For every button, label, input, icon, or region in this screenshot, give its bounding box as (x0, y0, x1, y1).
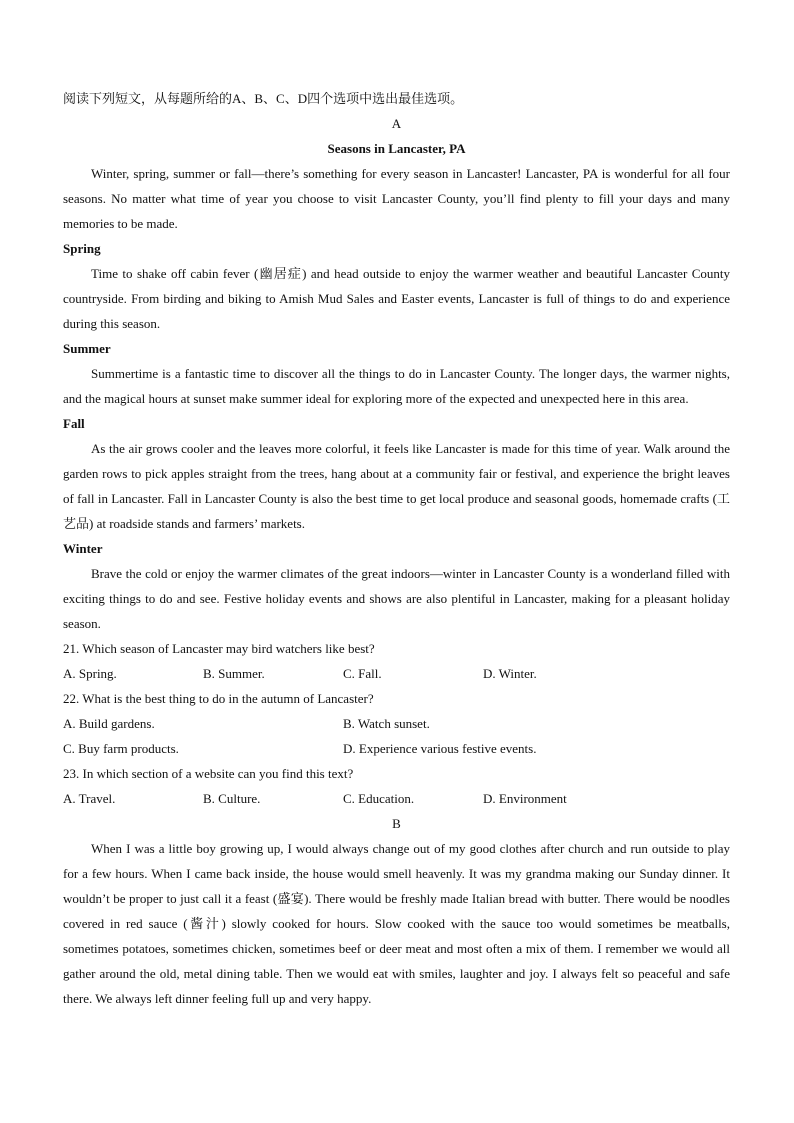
section-heading-winter: Winter (63, 541, 103, 556)
section-text-winter: Brave the cold or enjoy the warmer climates of the great indoors—winter in Lancaster County is a wonderland filled with exciting things to do and see. Festive holiday events and shows are also plentiful in Lancaster, making for a pleasant holiday season. (63, 566, 730, 631)
question-22-option-a: A. Build gardens. (63, 716, 155, 731)
section-heading-summer: Summer (63, 341, 111, 356)
section-text-fall: As the air grows cooler and the leaves more colorful, it feels like Lancaster is made for this time of year. Walk around the garden rows to pick apples straight from the trees, hang about at a community fair or festival, and experience the bright leaves of fall in Lancaster. Fall in Lancaster County is also the best time to get local produce and seasonal goods, homemade crafts (工艺品) at roadside stands and farmers’ markets. (63, 441, 730, 531)
section-text-summer: Summertime is a fantastic time to discover all the things to do in Lancaster County. The longer days, the warmer nights, and the magical hours at sunset make summer ideal for exploring more of the expected and unexpected here in this area. (63, 366, 730, 406)
question-21-option-b: B. Summer. (203, 666, 265, 681)
question-23-stem: 23. In which section of a website can you find this text? (63, 766, 354, 781)
section-text-spring: Time to shake off cabin fever (幽居症) and head outside to enjoy the warmer weather and beautiful Lancaster County countryside. From birding and biking to Amish Mud Sales and Easter events, Lancaster is full of things to do and experience during this season. (63, 266, 730, 331)
section-heading-fall: Fall (63, 416, 85, 431)
question-21-option-c: C. Fall. (343, 666, 382, 681)
question-22-option-c: C. Buy farm products. (63, 741, 179, 756)
question-21-option-d: D. Winter. (483, 666, 537, 681)
passage-a-title: Seasons in Lancaster, PA (327, 141, 466, 156)
passage-b-label: B (392, 816, 401, 831)
question-23-option-d: D. Environment (483, 791, 567, 806)
question-22-options-row-2 (63, 736, 730, 761)
passage-a-label: A (391, 116, 402, 131)
exam-page (63, 86, 730, 1011)
passage-a-intro: Winter, spring, summer or fall—there’s something for every season in Lancaster! Lancaster, PA is wonderful for all four seasons. No matter what time of year you choose to visit Lancaster County, you’ll find plenty to fill your days and many memories to be made. (63, 166, 730, 231)
question-22-option-d: D. Experience various festive events. (343, 741, 537, 756)
question-23-option-c: C. Education. (343, 791, 415, 806)
passage-b-text: When I was a little boy growing up, I would always change out of my good clothes after church and run outside to play for a few hours. When I came back inside, the house would smell heavenly. It was my grandma making our Sunday dinner. It wouldn’t be proper to just call it a feast (盛宴). There would be freshly made Italian bread with butter. There would be noodles covered in red sauce (酱汁) slowly cooked for hours. Slow cooked with the sauce too would sometimes be meatballs, sometimes potatoes, sometimes chicken, sometimes beef or deer meat and most often a mix of them. I remember we would all gather around the old, metal dining table. Then we would eat with smiles, laughter and joy. I always felt so peaceful and safe there. We always left dinner feeling full up and very happy. (63, 841, 730, 1006)
question-22-option-b: B. Watch sunset. (343, 716, 430, 731)
question-23-option-b: B. Culture. (203, 791, 261, 806)
question-22-stem: 22. What is the best thing to do in the autumn of Lancaster? (63, 691, 374, 706)
question-23-options (63, 786, 730, 811)
section-heading-spring: Spring (63, 241, 101, 256)
question-23-option-a: A. Travel. (63, 791, 116, 806)
question-21-option-a: A. Spring. (63, 666, 117, 681)
question-22-options-row-1 (63, 711, 730, 736)
question-21-stem: 21. Which season of Lancaster may bird watchers like best? (63, 641, 375, 656)
question-21-options (63, 661, 730, 686)
instruction: 阅读下列短文，从每题所给的A、B、C、D四个选项中选出最佳选项。 (63, 91, 464, 106)
